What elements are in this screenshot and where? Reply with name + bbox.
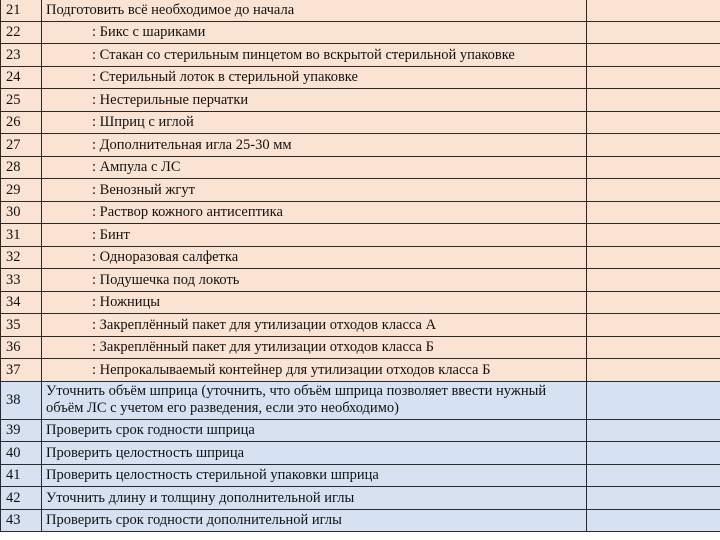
step-description: Подготовить всё необходимое до начала xyxy=(42,0,587,21)
checklist-row xyxy=(1,0,720,21)
step-description: : Одноразовая салфетка xyxy=(42,246,587,269)
checklist-row xyxy=(1,464,720,487)
step-description: : Ножницы xyxy=(42,291,587,314)
checklist-row xyxy=(1,509,720,532)
step-number: 39 xyxy=(1,419,42,442)
step-description: : Нестерильные перчатки xyxy=(42,89,587,112)
step-number: 29 xyxy=(1,179,42,202)
checklist-row xyxy=(1,269,720,292)
step-description: Проверить срок годности шприца xyxy=(42,419,587,442)
checklist-row xyxy=(1,314,720,337)
checklist-row xyxy=(1,156,720,179)
checklist-row xyxy=(1,442,720,465)
step-mark-cell xyxy=(587,509,720,532)
checklist-row xyxy=(1,21,720,44)
step-mark-cell xyxy=(587,442,720,465)
step-mark-cell xyxy=(587,21,720,44)
step-mark-cell xyxy=(587,464,720,487)
step-description: : Стакан со стерильным пинцетом во вскрытой стерильной упаковке xyxy=(42,44,587,67)
step-description: : Стерильный лоток в стерильной упаковке xyxy=(42,66,587,89)
step-mark-cell xyxy=(587,381,720,419)
checklist-row xyxy=(1,134,720,157)
step-mark-cell xyxy=(587,89,720,112)
step-number: 34 xyxy=(1,291,42,314)
step-mark-cell xyxy=(587,179,720,202)
checklist-row xyxy=(1,419,720,442)
step-mark-cell xyxy=(587,419,720,442)
checklist-row xyxy=(1,89,720,112)
step-description: Проверить целостность стерильной упаковки шприца xyxy=(42,464,587,487)
step-number: 35 xyxy=(1,314,42,337)
step-description: : Бикс с шариками xyxy=(42,21,587,44)
checklist-row xyxy=(1,111,720,134)
step-description: Проверить целостность шприца xyxy=(42,442,587,465)
step-number: 41 xyxy=(1,464,42,487)
step-description: : Венозный жгут xyxy=(42,179,587,202)
step-mark-cell xyxy=(587,134,720,157)
step-mark-cell xyxy=(587,224,720,247)
step-description: Уточнить длину и толщину дополнительной иглы xyxy=(42,487,587,510)
step-number: 22 xyxy=(1,21,42,44)
step-mark-cell xyxy=(587,246,720,269)
checklist-row xyxy=(1,179,720,202)
step-number: 27 xyxy=(1,134,42,157)
step-mark-cell xyxy=(587,0,720,21)
step-mark-cell xyxy=(587,201,720,224)
checklist-row xyxy=(1,201,720,224)
step-number: 36 xyxy=(1,336,42,359)
step-mark-cell xyxy=(587,156,720,179)
step-description: : Закреплённый пакет для утилизации отходов класса Б xyxy=(42,336,587,359)
checklist-row xyxy=(1,224,720,247)
step-description: : Раствор кожного антисептика xyxy=(42,201,587,224)
step-mark-cell xyxy=(587,336,720,359)
step-number: 32 xyxy=(1,246,42,269)
checklist-row xyxy=(1,359,720,382)
step-number: 33 xyxy=(1,269,42,292)
step-description: : Непрокалываемый контейнер для утилизации отходов класса Б xyxy=(42,359,587,382)
checklist-body xyxy=(1,0,720,532)
step-description: Уточнить объём шприца (уточнить, что объём шприца позволяет ввести нужный объём ЛС с учетом его разведения, если это необходимо) xyxy=(42,381,587,419)
step-number: 40 xyxy=(1,442,42,465)
step-mark-cell xyxy=(587,111,720,134)
step-mark-cell xyxy=(587,359,720,382)
step-number: 38 xyxy=(1,381,42,419)
step-description: : Закреплённый пакет для утилизации отходов класса А xyxy=(42,314,587,337)
step-mark-cell xyxy=(587,44,720,67)
step-description: : Бинт xyxy=(42,224,587,247)
checklist-row xyxy=(1,487,720,510)
step-number: 31 xyxy=(1,224,42,247)
step-number: 30 xyxy=(1,201,42,224)
checklist-row xyxy=(1,381,720,419)
checklist-row xyxy=(1,44,720,67)
step-number: 24 xyxy=(1,66,42,89)
step-number: 42 xyxy=(1,487,42,510)
step-mark-cell xyxy=(587,291,720,314)
step-number: 25 xyxy=(1,89,42,112)
step-number: 21 xyxy=(1,0,42,21)
step-number: 28 xyxy=(1,156,42,179)
step-description: : Подушечка под локоть xyxy=(42,269,587,292)
step-number: 23 xyxy=(1,44,42,67)
step-description: : Ампула с ЛС xyxy=(42,156,587,179)
checklist-row xyxy=(1,291,720,314)
step-mark-cell xyxy=(587,487,720,510)
step-number: 37 xyxy=(1,359,42,382)
step-description: Проверить срок годности дополнительной иглы xyxy=(42,509,587,532)
checklist-row xyxy=(1,246,720,269)
checklist-row xyxy=(1,66,720,89)
step-number: 26 xyxy=(1,111,42,134)
step-mark-cell xyxy=(587,314,720,337)
step-mark-cell xyxy=(587,269,720,292)
checklist-row xyxy=(1,336,720,359)
step-description: : Дополнительная игла 25-30 мм xyxy=(42,134,587,157)
step-number: 43 xyxy=(1,509,42,532)
step-mark-cell xyxy=(587,66,720,89)
step-description: : Шприц с иглой xyxy=(42,111,587,134)
